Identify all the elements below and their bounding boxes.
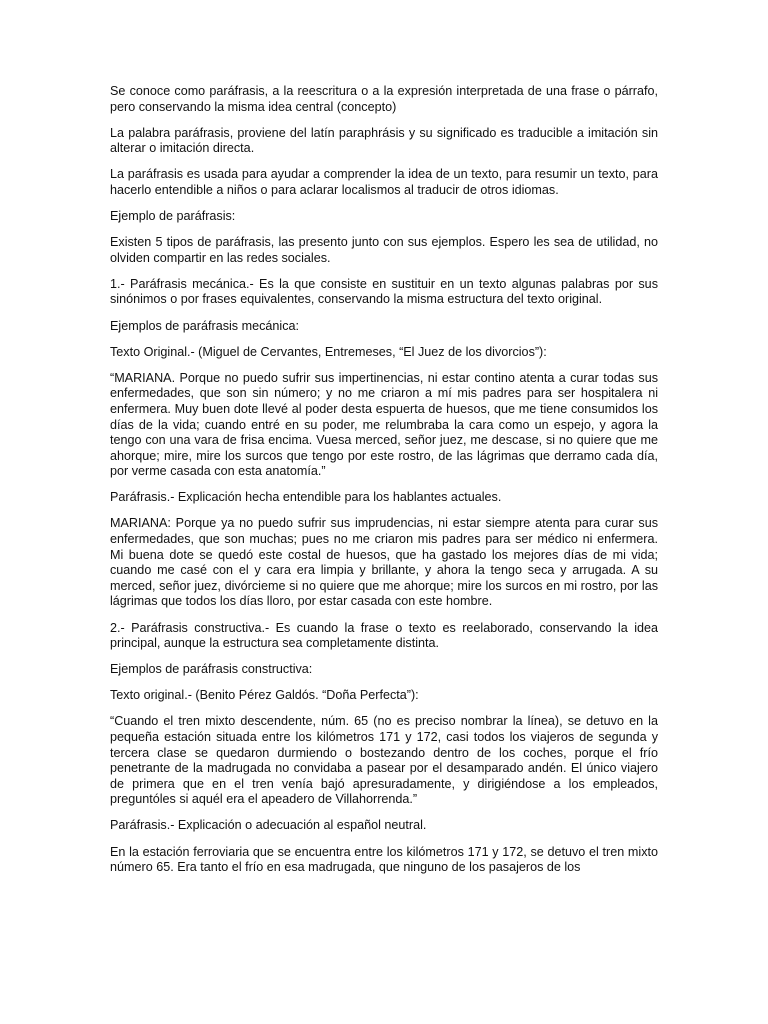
paragraph-types-intro: Existen 5 tipos de paráfrasis, las presento junto con sus ejemplos. Espero les sea de utilidad, no olviden compartir en las redes sociales.: [110, 235, 658, 265]
paragraph-definition: Se conoce como paráfrasis, a la reescritura o a la expresión interpretada de una frase o párrafo, pero conservando la misma idea central (concepto): [110, 84, 658, 114]
paragraph-usage: La paráfrasis es usada para ayudar a comprender la idea de un texto, para resumir un texto, para hacerlo entendible a niños o para aclarar localismos al traducir de otros idiomas.: [110, 167, 658, 197]
paragraph-original-text-label-2: Texto original.- (Benito Pérez Galdós. “Doña Perfecta”):: [110, 688, 419, 703]
paragraph-original-text-label-1: Texto Original.- (Miguel de Cervantes, Entremeses, “El Juez de los divorcios”):: [110, 344, 547, 359]
paragraph-mechanical: 1.- Paráfrasis mecánica.- Es la que consiste en sustituir en un texto algunas palabras por sus sinónimos o por frases equivalentes, conservando la misma estructura del texto original.: [110, 276, 658, 307]
paragraph-etymology: La palabra paráfrasis, proviene del latín paraphrásis y su significado es traducible a imitación sin alterar o imitación directa.: [110, 125, 658, 156]
heading-constructive-examples: Ejemplos de paráfrasis constructiva:: [110, 662, 313, 677]
paragraph-paraphrase-label-1: Paráfrasis.- Explicación hecha entendible para los hablantes actuales.: [110, 490, 502, 505]
paragraph-paraphrase-station: En la estación ferroviaria que se encuentra entre los kilómetros 171 y 172, se detuvo el tren mixto número 65. Era tanto el frío en esa madrugada, que ninguno de los pasajeros de los: [110, 844, 658, 875]
document-page: [110, 84, 658, 886]
paragraph-constructive: 2.- Paráfrasis constructiva.- Es cuando la frase o texto es reelaborado, conservando la idea principal, aunque la estructura sea completamente distinta.: [110, 620, 658, 651]
heading-example: Ejemplo de paráfrasis:: [110, 209, 236, 224]
heading-mechanical-examples: Ejemplos de paráfrasis mecánica:: [110, 318, 299, 333]
quote-cervantes: “MARIANA. Porque no puedo sufrir sus impertinencias, ni estar contino atenta a curar todas sus enfermedades, que son sin número; y no me criaron a mí mis padres para ser hospitalera ni enfermera. Muy buen dote llevé al poder desta espuerta de huesos, que me tiene consumidos los días de la vida; cuando entré en su poder, me relumbraba la cara como un espejo, y agora la tengo con una vara de frisa encima. Vuesa merced, señor juez, me descase, si no quiere que me ahorque; mire, mire los surcos que tengo por este rostro, de las lágrimas que derramo cada día, por verme casada con esta anatomía.”: [110, 370, 658, 479]
paragraph-paraphrase-label-2: Paráfrasis.- Explicación o adecuación al español neutral.: [110, 818, 427, 833]
paragraph-paraphrase-mariana: MARIANA: Porque ya no puedo sufrir sus imprudencias, ni estar siempre atenta para curar sus enfermedades, que son muchas; pues no me criaron mis padres para ser médico ni enfermera. Mi buena dote se quedó este costal de huesos, que ha gastado los mejores días de mi vida; cuando me casé con el y cara era limpia y brillante, y ahora la tengo seca y arrugada. A su merced, señor juez, divórcieme si no quiere que me ahorque; mire los surcos en mi rostro, por las lágrimas que todos los días lloro, por estar casada con este hombre.: [110, 516, 658, 609]
quote-galdos: “Cuando el tren mixto descendente, núm. 65 (no es preciso nombrar la línea), se detuvo en la pequeña estación situada entre los kilómetros 171 y 172, casi todos los viajeros de segunda y tercera clase se quedaron durmiendo o bostezando dentro de los coches, porque el frío penetrante de la madrugada no convidaba a pasear por el desamparado andén. El único viajero de primera que en el tren venía bajó apresuradamente, y dirigiéndose a los empleados, preguntóles si aquél era el apeadero de Villahorrenda.”: [110, 714, 658, 807]
